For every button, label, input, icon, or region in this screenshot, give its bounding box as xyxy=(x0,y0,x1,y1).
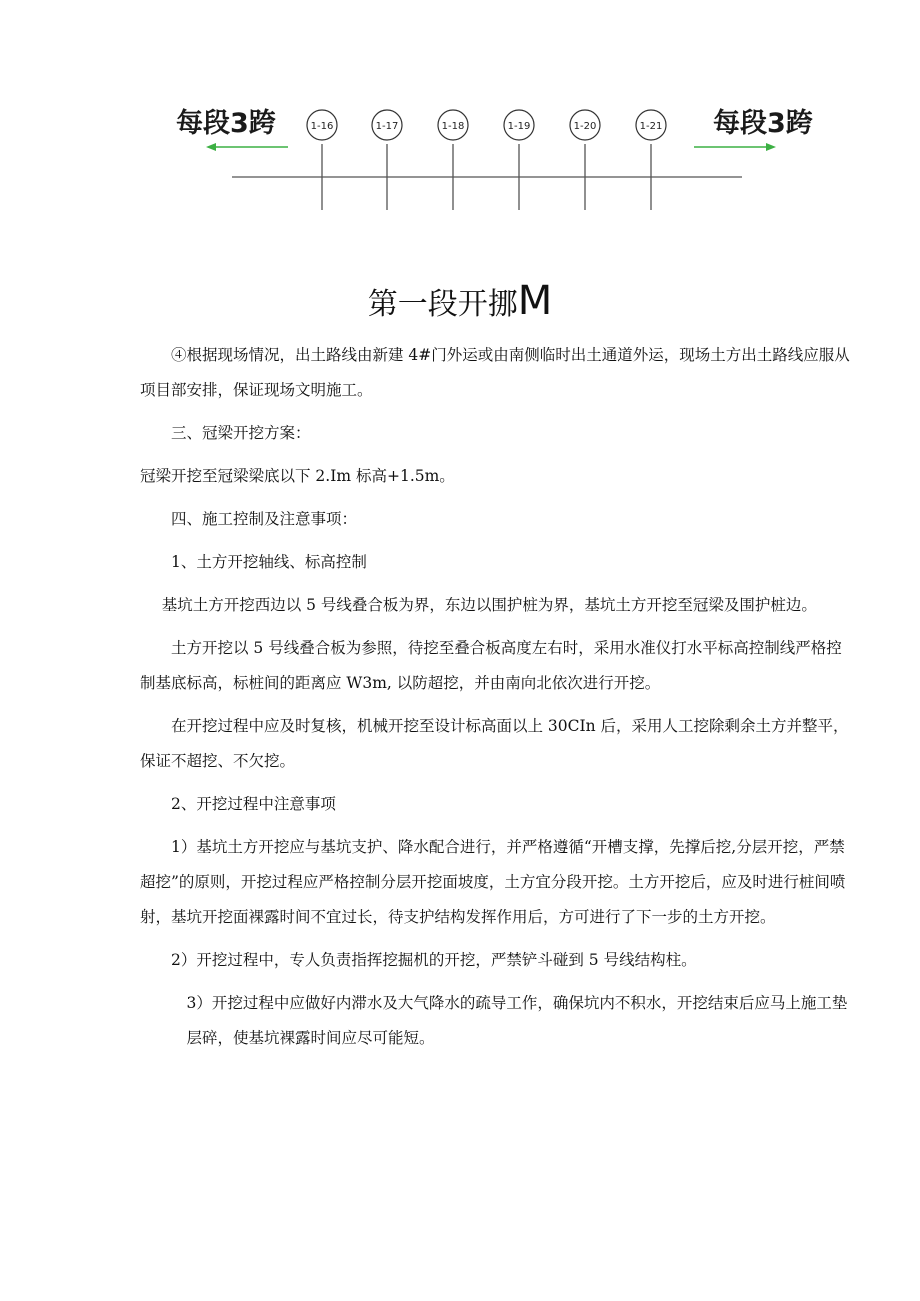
axis-marker xyxy=(307,110,337,210)
list-item: 3）开挖过程中应做好内滞水及大气降水的疏导工作，确保坑内不积水，开挖结束后应马上施工垫层碎，使基坑裸露时间应尽可能短。 xyxy=(186,994,848,1047)
right-arrow-icon xyxy=(694,143,776,151)
left-span-label: 每段3跨 xyxy=(176,108,276,139)
subsection-heading: 1、土方开挖轴线、标高控制 xyxy=(171,553,367,571)
axis-label: 1-21 xyxy=(639,121,663,132)
paragraph: 在开挖过程中应及时复核，机械开挖至设计标高面以上 30CIn 后，采用人工挖除剩余土方并整平，保证不超挖、不欠挖。 xyxy=(140,717,849,770)
section-heading: 四、施工控制及注意事项： xyxy=(171,510,358,528)
axis-label: 1-17 xyxy=(375,121,399,132)
section-title xyxy=(0,278,920,324)
title-suffix: M xyxy=(517,278,553,324)
axis-label: 1-18 xyxy=(441,121,465,132)
axis-label: 1-20 xyxy=(573,121,597,132)
axis-diagram xyxy=(0,0,920,240)
paragraph: 土方开挖以 5 号线叠合板为参照，待挖至叠合板高度左右时，采用水准仪打水平标高控制线严格控制基底标高，标桩间的距离应 W3m, 以防超挖，并由南向北依次进行开挖。 xyxy=(140,639,842,692)
left-arrow-icon xyxy=(206,143,288,151)
axis-markers xyxy=(307,110,666,210)
section-heading: 三、冠梁开挖方案： xyxy=(171,424,311,442)
axis-marker xyxy=(504,110,534,210)
body-text xyxy=(140,338,856,1064)
axis-marker xyxy=(438,110,468,210)
axis-label: 1-19 xyxy=(507,121,531,132)
paragraph: ④根据现场情况，出土路线由新建 4#门外运或由南侧临时出土通道外运，现场土方出土路线应服从项目部安排，保证现场文明施工。 xyxy=(140,346,850,399)
title-main: 第一段开挪 xyxy=(367,287,518,322)
subsection-heading: 2、开挖过程中注意事项 xyxy=(171,795,336,813)
axis-marker xyxy=(570,110,600,210)
right-span-label: 每段3跨 xyxy=(713,108,813,139)
axis-marker xyxy=(372,110,402,210)
axis-marker xyxy=(636,110,666,210)
paragraph: 冠梁开挖至冠梁梁底以下 2.Im 标高+1.5m。 xyxy=(140,467,455,485)
list-item: 2）开挖过程中，专人负责指挥挖掘机的开挖，严禁铲斗碰到 5 号线结构柱。 xyxy=(171,951,697,969)
axis-label: 1-16 xyxy=(310,121,334,132)
list-item: 1）基坑土方开挖应与基坑支护、降水配合进行，并严格遵循“开槽支撑，先撑后挖,分层开挖，严禁超挖”的原则，开挖过程应严格控制分层开挖面坡度，土方宜分段开挖。土方开挖后，应及时进行桩间喷射，基坑开挖面裸露时间不宜过长，待支护结构发挥作用后，方可进行了下一步的土方开挖。 xyxy=(140,838,846,926)
paragraph: 基坑土方开挖西边以 5 号线叠合板为界，东边以围护桩为界，基坑土方开挖至冠梁及围护桩边。 xyxy=(161,596,817,614)
